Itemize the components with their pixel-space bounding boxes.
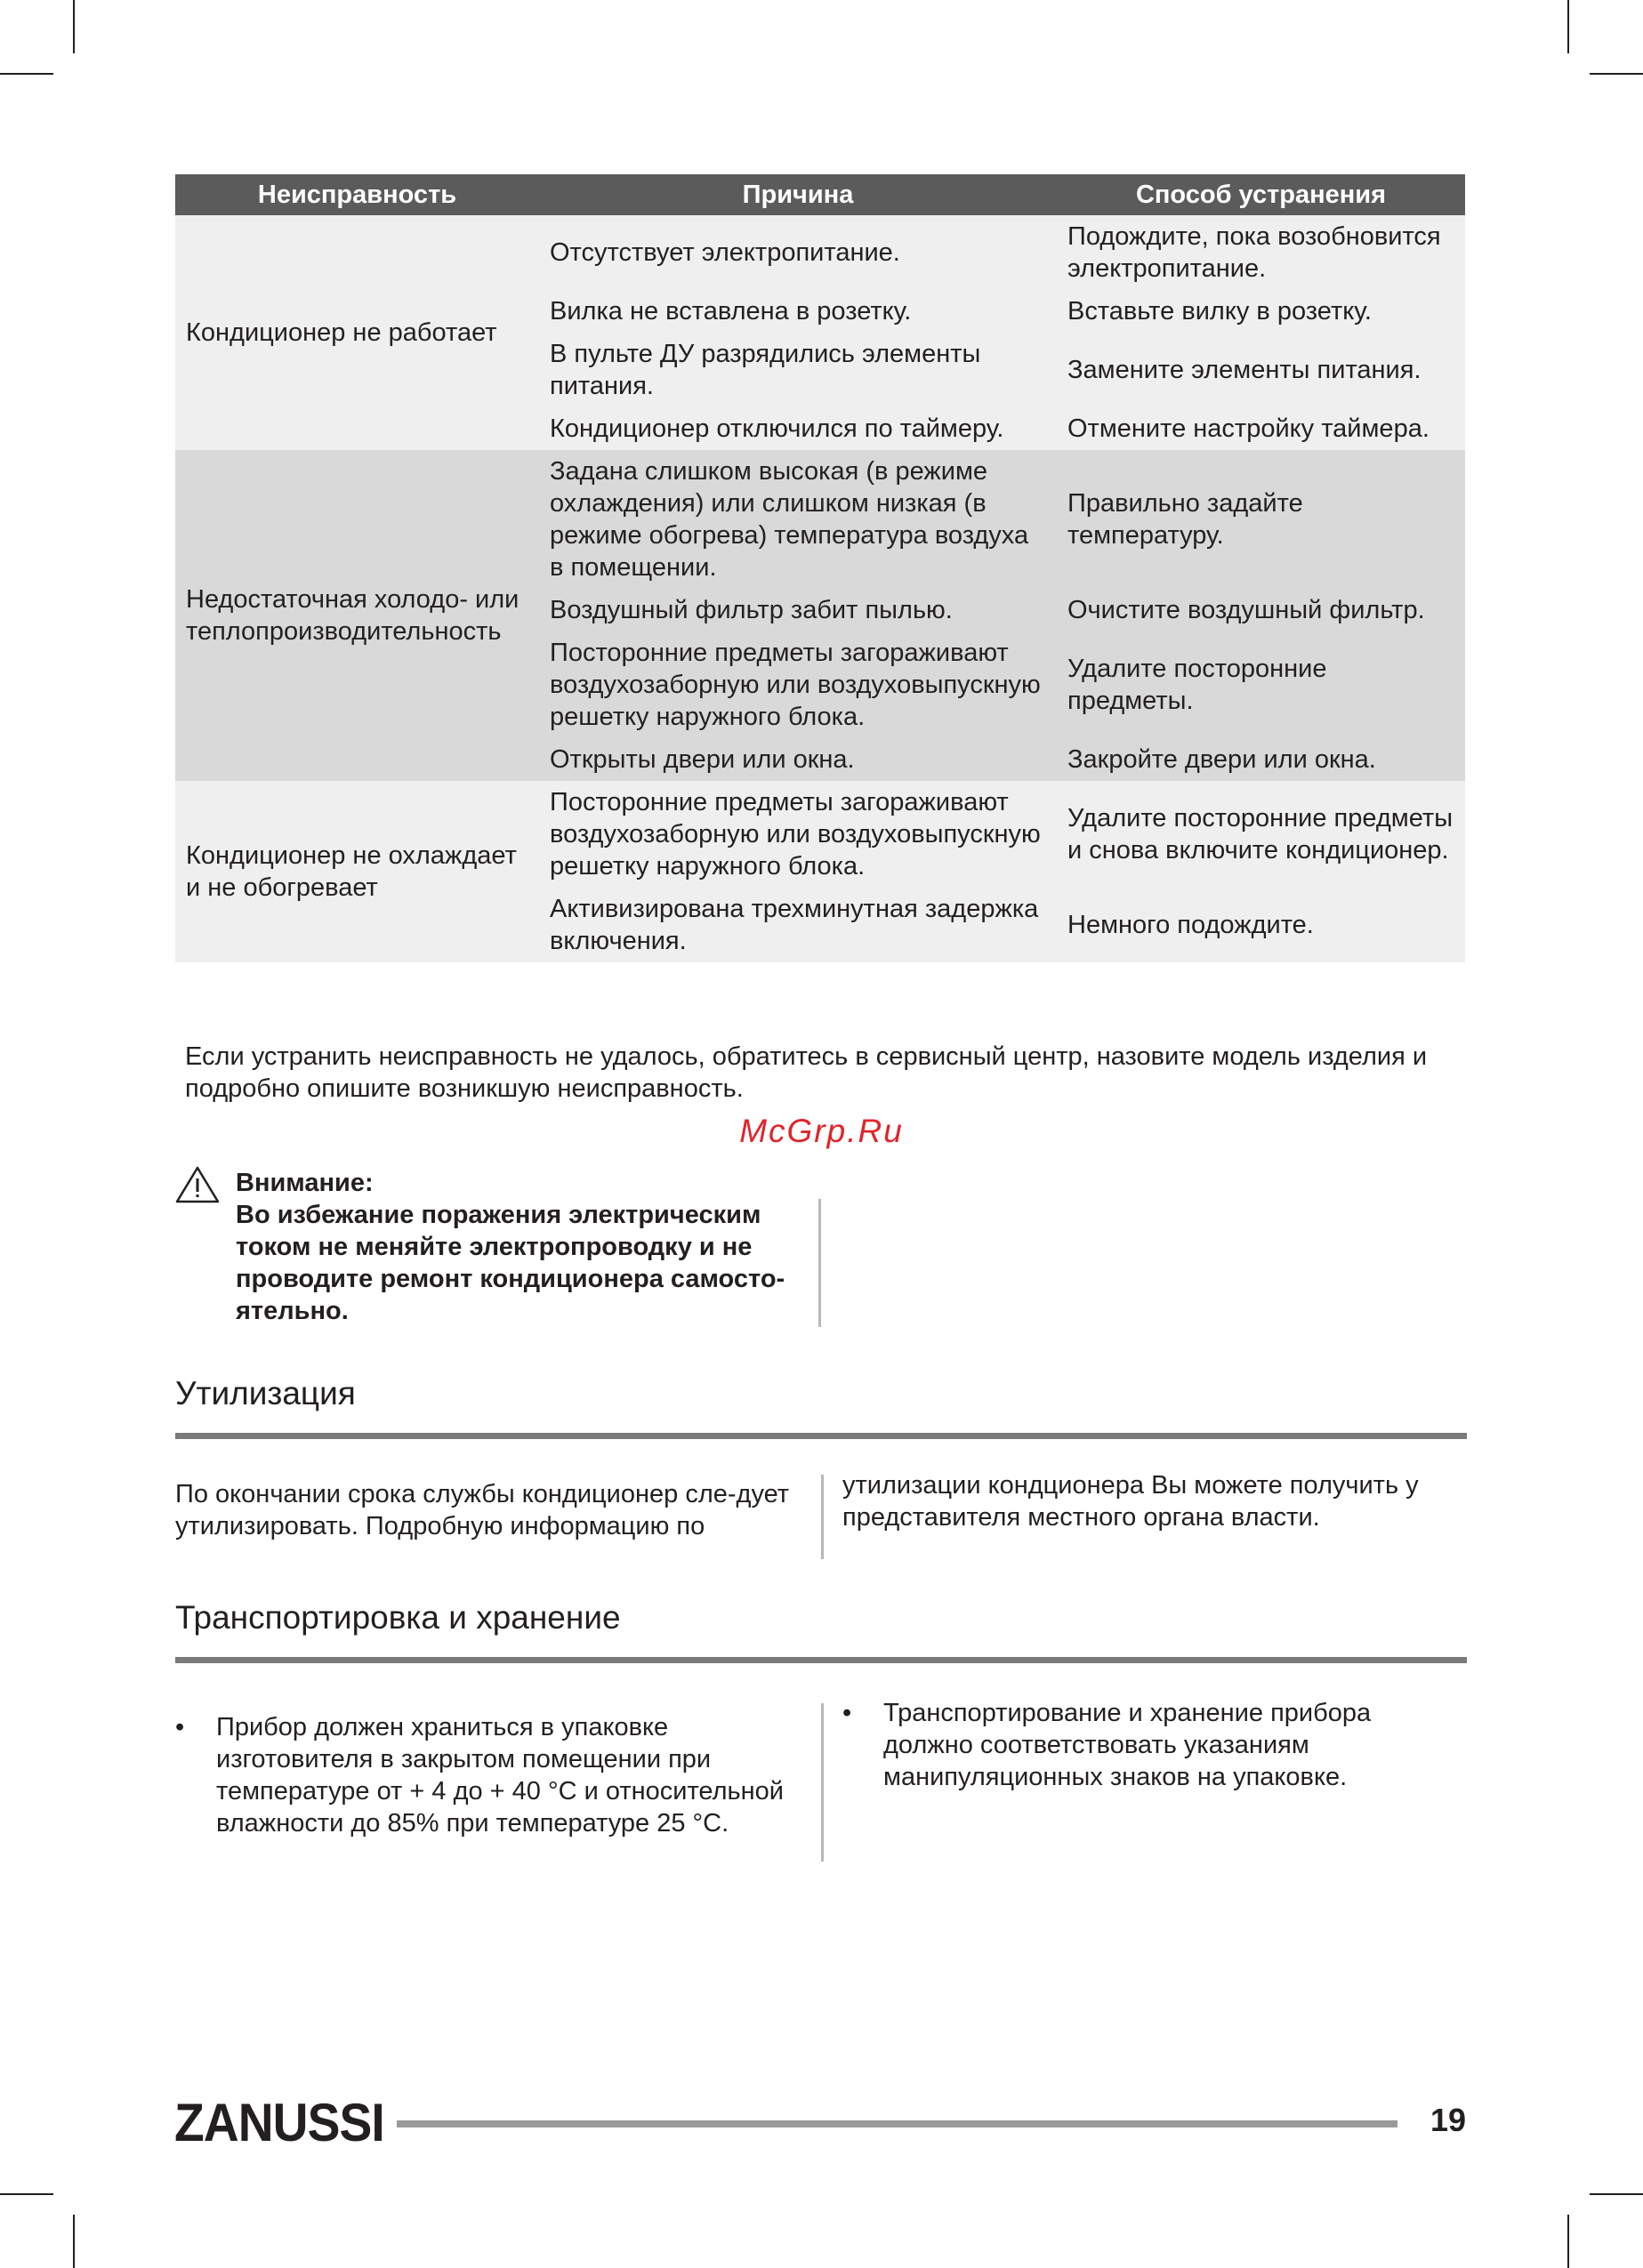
section-rule (175, 1657, 1467, 1663)
transport-col1 (175, 1711, 809, 1839)
cause-cell: Посторонние предметы загораживают воздухозаборную или воздуховыпускную решетку наружного блока. (539, 631, 1057, 738)
crop-mark (0, 2193, 53, 2195)
table-row (175, 450, 1465, 589)
solution-cell: Вставьте вилку в розетку. (1057, 290, 1465, 333)
section-rule (175, 1433, 1467, 1439)
cause-cell: Кондиционер отключился по таймеру. (539, 407, 1057, 450)
list-item-text: Транспортирование и хранение прибора должно соответствовать указаниям манипуляционных знаков на упаковке. (883, 1699, 1372, 1791)
solution-cell: Удалите посторонние предметы. (1057, 631, 1465, 738)
solution-cell: Закройте двери или окна. (1057, 738, 1465, 781)
crop-mark (73, 2215, 75, 2268)
cause-cell: Открыты двери или окна. (539, 738, 1057, 781)
warning-block (236, 1167, 805, 1327)
table-row (175, 215, 1465, 290)
list-item (175, 1711, 809, 1839)
crop-mark (0, 73, 53, 75)
table-header-row (175, 174, 1465, 215)
solution-cell: Удалите посторонние предметы и снова включите кондиционер. (1057, 781, 1465, 888)
solution-cell: Правильно задайте температуру. (1057, 450, 1465, 589)
problem-cell: Кондиционер не работает (175, 215, 539, 450)
cause-cell: Активизирована трехминутная задержка включения. (539, 888, 1057, 962)
solution-cell: Очистите воздушный фильтр. (1057, 589, 1465, 631)
list-item (842, 1697, 1465, 1793)
cause-cell: Воздушный фильтр забит пылью. (539, 589, 1057, 631)
cause-cell: Посторонние предметы загораживают воздухозаборную или воздуховыпускную решетку наружного блока. (539, 781, 1057, 888)
table-row (175, 781, 1465, 888)
transport-col2 (842, 1697, 1465, 1793)
warning-title: Внимание: (236, 1169, 374, 1197)
header-cause: Причина (539, 174, 1057, 215)
section-title-transport: Транспортировка и хранение (175, 1599, 621, 1636)
crop-mark (1590, 2193, 1643, 2195)
cause-cell: Задана слишком высокая (в режиме охлаждения) или слишком низкая (в режиме обогрева) температура воздуха в помещении. (539, 450, 1057, 589)
header-solution: Способ устранения (1057, 174, 1465, 215)
cause-cell: В пульте ДУ разрядились элементы питания. (539, 333, 1057, 407)
solution-cell: Немного подождите. (1057, 888, 1465, 962)
cause-cell: Вилка не вставлена в розетку. (539, 290, 1057, 333)
footer-rule (397, 2120, 1397, 2127)
solution-cell: Отмените настройку таймера. (1057, 407, 1465, 450)
watermark-text: McGrp.Ru (739, 1113, 904, 1149)
section-title-disposal: Утилизация (175, 1375, 356, 1411)
solution-cell: Замените элементы питания. (1057, 333, 1465, 407)
brand-logo: ZANUSSI (174, 2093, 384, 2152)
warning-triangle-icon (174, 1165, 221, 1204)
header-problem: Неисправность (175, 174, 539, 215)
problem-cell: Кондиционер не охлаждает и не обогревает (175, 781, 539, 962)
problem-cell: Недостаточная холодо- или теплопроизводительность (175, 450, 539, 781)
crop-mark (73, 0, 75, 53)
solution-cell: Подождите, пока возобновится электропитание. (1057, 215, 1465, 290)
disposal-text-col2: утилизации кондционера Вы можете получить у представителя местного органа власти. (842, 1471, 1419, 1532)
list-item-text: Прибор должен храниться в упаковке изготовителя в закрытом помещении при температуре от + 4 до + 40 °C и относительной влажности до 85% при температуре 25 °C. (216, 1713, 784, 1838)
crop-mark (1567, 2215, 1569, 2268)
crop-mark (1590, 73, 1643, 75)
column-divider (821, 1703, 824, 1862)
bullet-mark: • (842, 1699, 852, 1727)
page-number: 19 (1430, 2102, 1466, 2138)
table-note: Если устранить неисправность не удалось, обратитесь в сервисный центр, назовите модель изделия и подробно опишите возникшую неисправность. (185, 1042, 1428, 1103)
bullet-mark: • (175, 1713, 185, 1741)
disposal-text-col1: По окончании срока службы кондиционер сле-дует утилизировать. Подробную информацию по (175, 1480, 790, 1540)
warning-text: Во избежание поражения электрическим током не меняйте электропроводку и не проводите ремонт кондиционера самосто-ятельно. (236, 1201, 785, 1325)
crop-mark (1567, 0, 1569, 53)
cause-cell: Отсутствует электропитание. (539, 215, 1057, 290)
troubleshooting-table (175, 174, 1465, 962)
column-divider (818, 1199, 821, 1327)
column-divider (821, 1475, 824, 1559)
